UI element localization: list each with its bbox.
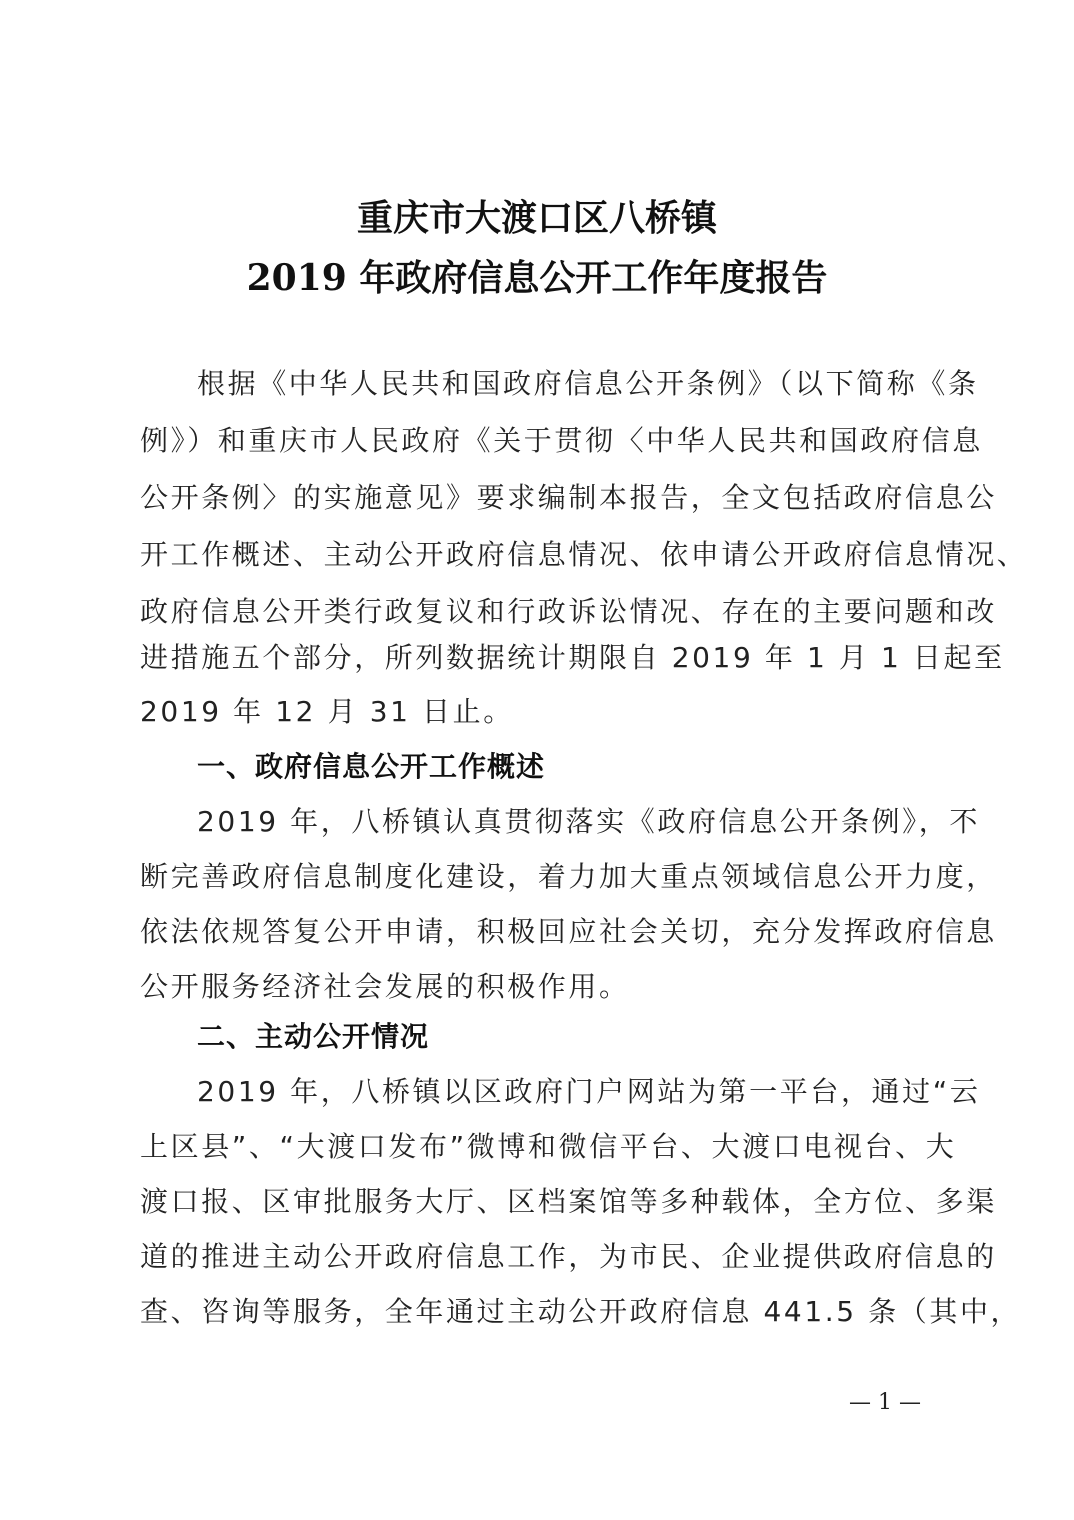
section2-line: 上区县”、“大渡口发布”微博和微信平台、大渡口电视台、大 <box>140 1130 957 1163</box>
intro-line: 2019 年 12 月 31 日止。 <box>140 695 514 728</box>
intro-line: 政府信息公开类行政复议和行政诉讼情况、存在的主要问题和改 <box>140 595 997 628</box>
section1-line: 公开服务经济社会发展的积极作用。 <box>140 970 630 1003</box>
intro-line: 开工作概述、主动公开政府信息情况、依申请公开政府信息情况、 <box>140 538 1028 571</box>
section2-line: 渡口报、区审批服务大厅、区档案馆等多种载体，全方位、多渠 <box>140 1185 997 1218</box>
intro-line: 例》）和重庆市人民政府《关于贯彻〈中华人民共和国政府信息 <box>140 424 983 457</box>
intro-line: 进措施五个部分，所列数据统计期限自 2019 年 1 月 1 日起至 <box>140 641 1005 674</box>
document-title-line1: 重庆市大渡口区八桥镇 <box>356 197 717 239</box>
page-number: — 1 — <box>849 1390 921 1415</box>
section2-line: 查、咨询等服务，全年通过主动公开政府信息 441.5 条（其中， <box>140 1295 1022 1328</box>
section2-line: 2019 年，八桥镇以区政府门户网站为第一平台，通过“云 <box>197 1075 981 1108</box>
section1-line: 2019 年，八桥镇认真贯彻落实《政府信息公开条例》，不 <box>197 805 980 838</box>
intro-line: 公开条例〉的实施意见》要求编制本报告，全文包括政府信息公 <box>140 481 997 514</box>
section1-line: 断完善政府信息制度化建设，着力加大重点领域信息公开力度， <box>140 860 997 893</box>
document-title-line2: 2019 年政府信息公开工作年度报告 <box>246 257 828 299</box>
section1-line: 依法依规答复公开申请，积极回应社会关切，充分发挥政府信息 <box>140 915 997 948</box>
section2-line: 道的推进主动公开政府信息工作，为市民、企业提供政府信息的 <box>140 1240 997 1273</box>
intro-line: 根据《中华人民共和国政府信息公开条例》（以下简称《条 <box>197 367 979 400</box>
section2-heading: 二、主动公开情况 <box>197 1020 430 1053</box>
section1-heading: 一、政府信息公开工作概述 <box>197 750 546 783</box>
